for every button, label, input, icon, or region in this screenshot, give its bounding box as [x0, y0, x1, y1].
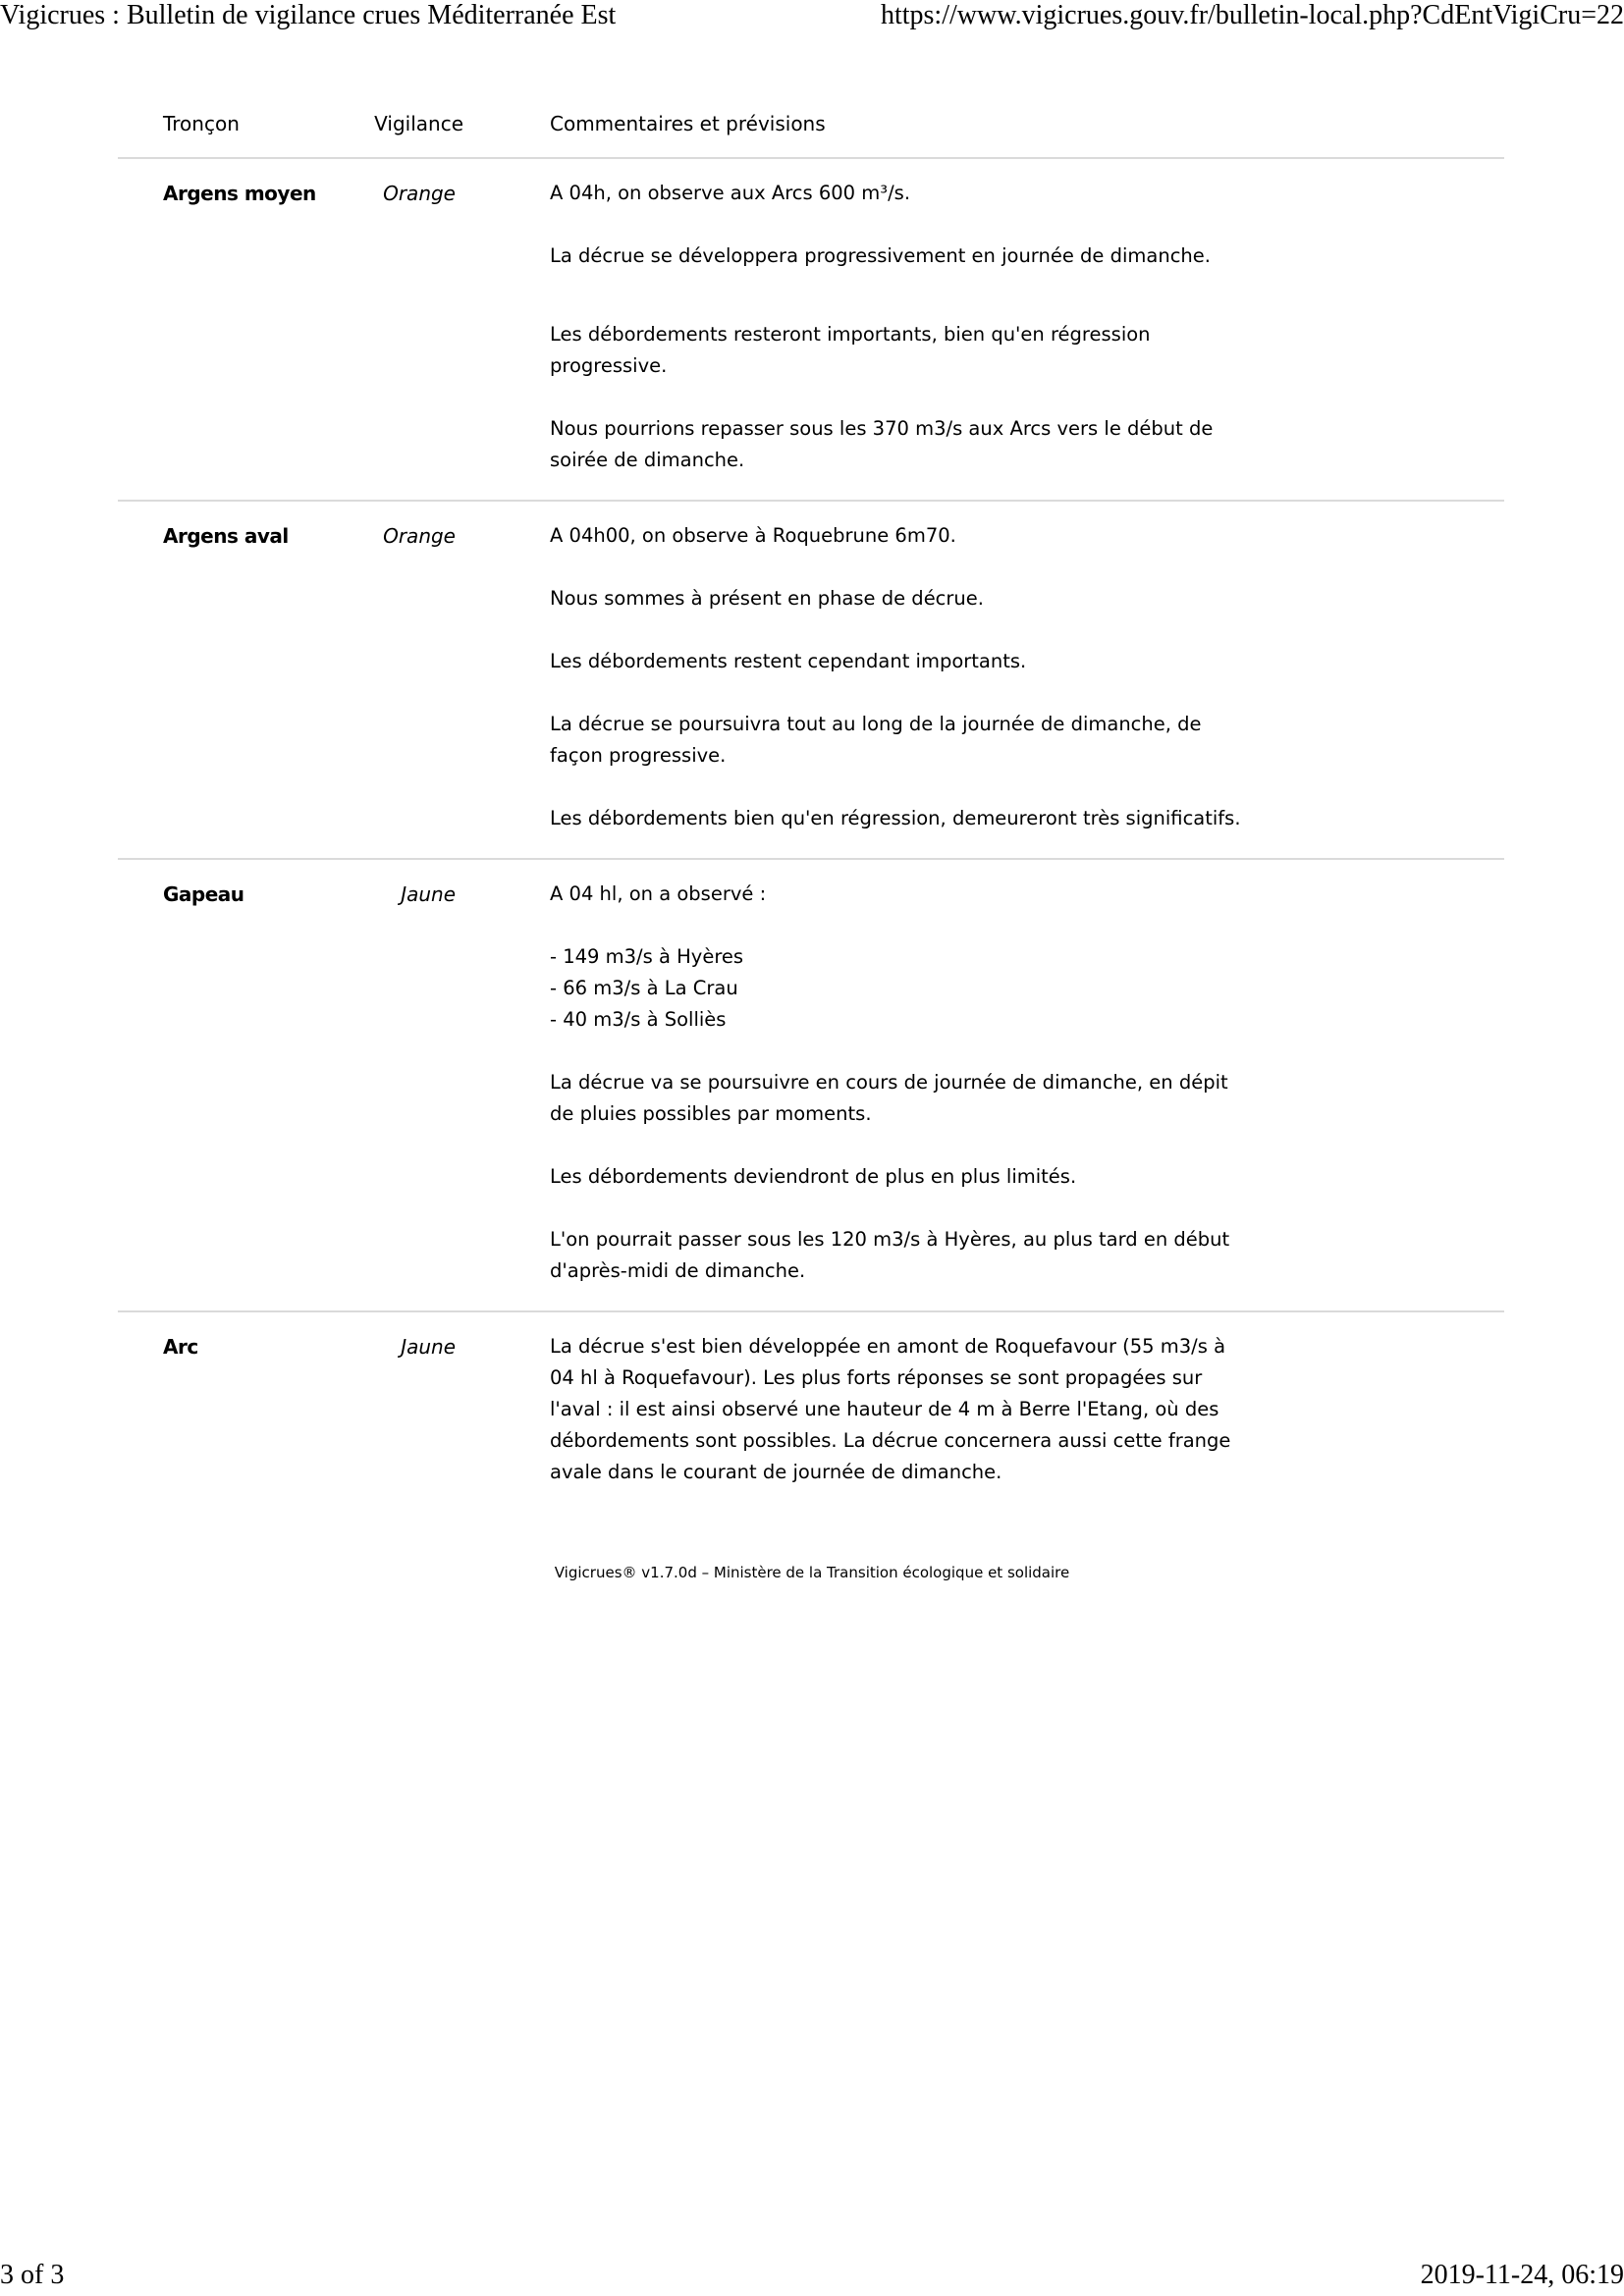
column-header-commentaires: Commentaires et prévisions: [550, 112, 826, 135]
column-header-vigilance: Vigilance: [374, 112, 463, 135]
table-row: [118, 1312, 1504, 1512]
bulletin-table: [118, 110, 1504, 1512]
comments-cell: [550, 1331, 1247, 1512]
comments-cell: [550, 879, 1247, 1310]
comment-paragraph: La décrue s'est bien développée en amont de Roquefavour (55 m3/s à 04 hl à Roquefavour). Les plus forts réponses se sont propagées sur l'aval : il est ainsi observé une hauteur de 4 m à Berre l'Etang, où des débordements sont possibles. La décrue concernera aussi cette frange avale dans le courant de journée de dimanche.: [550, 1335, 1231, 1483]
comment-paragraph: A 04h, on observe aux Arcs 600 m³/s.: [550, 182, 911, 204]
comment-paragraph: La décrue va se poursuivre en cours de journée de dimanche, en dépit de pluies possibles par moments.: [550, 1071, 1228, 1125]
comment-paragraph: Les débordements restent cependant importants.: [550, 650, 1027, 672]
column-header-troncon: Tronçon: [163, 112, 240, 135]
vigilance-level: Jaune: [401, 1335, 456, 1359]
observation-item: - 40 m3/s à Solliès: [550, 1008, 727, 1031]
print-page-url: https://www.vigicrues.gouv.fr/bulletin-local.php?CdEntVigiCru=22: [880, 0, 1624, 30]
vigilance-level: Orange: [383, 182, 456, 205]
troncon-name: Argens moyen: [163, 182, 316, 205]
observation-item: - 149 m3/s à Hyères: [550, 945, 744, 968]
vigilance-level: Jaune: [401, 882, 456, 906]
comment-paragraph: A 04h00, on observe à Roquebrune 6m70.: [550, 524, 956, 547]
comment-paragraph: Nous pourrions repasser sous les 370 m3/s aux Arcs vers le début de soirée de dimanche.: [550, 417, 1214, 471]
troncon-name: Arc: [163, 1335, 198, 1359]
comment-paragraph: Nous sommes à présent en phase de décrue.: [550, 587, 984, 610]
troncon-name: Argens aval: [163, 524, 289, 548]
table-row: [118, 860, 1504, 1312]
troncon-name: Gapeau: [163, 882, 244, 906]
comment-paragraph: Les débordements resteront importants, bien qu'en régression progressive.: [550, 323, 1151, 377]
table-row: [118, 502, 1504, 860]
print-page-title: Vigicrues : Bulletin de vigilance crues Méditerranée Est: [0, 0, 617, 30]
comments-cell: [550, 178, 1247, 500]
comment-paragraph: La décrue se développera progressivement en journée de dimanche.: [550, 244, 1211, 267]
comment-paragraph: A 04 hl, on a observé :: [550, 882, 767, 905]
comments-cell: [550, 520, 1247, 858]
table-header: [118, 110, 1504, 159]
vigilance-level: Orange: [383, 524, 456, 548]
page-number: 3 of 3: [0, 2260, 65, 2290]
observation-item: - 66 m3/s à La Crau: [550, 977, 738, 999]
comment-paragraph: La décrue se poursuivra tout au long de la journée de dimanche, de façon progressive.: [550, 713, 1202, 767]
comment-paragraph: Les débordements deviendront de plus en plus limités.: [550, 1165, 1077, 1188]
observation-list: [550, 941, 1247, 1036]
table-row: [118, 159, 1504, 502]
comment-paragraph: Les débordements bien qu'en régression, demeureront très significatifs.: [550, 807, 1241, 829]
comment-paragraph: L'on pourrait passer sous les 120 m3/s à Hyères, au plus tard en début d'après-midi de dimanche.: [550, 1228, 1230, 1282]
print-datetime: 2019-11-24, 06:19: [1420, 2260, 1624, 2290]
site-footer-credit: Vigicrues® v1.7.0d – Ministère de la Transition écologique et solidaire: [554, 1564, 1070, 1581]
